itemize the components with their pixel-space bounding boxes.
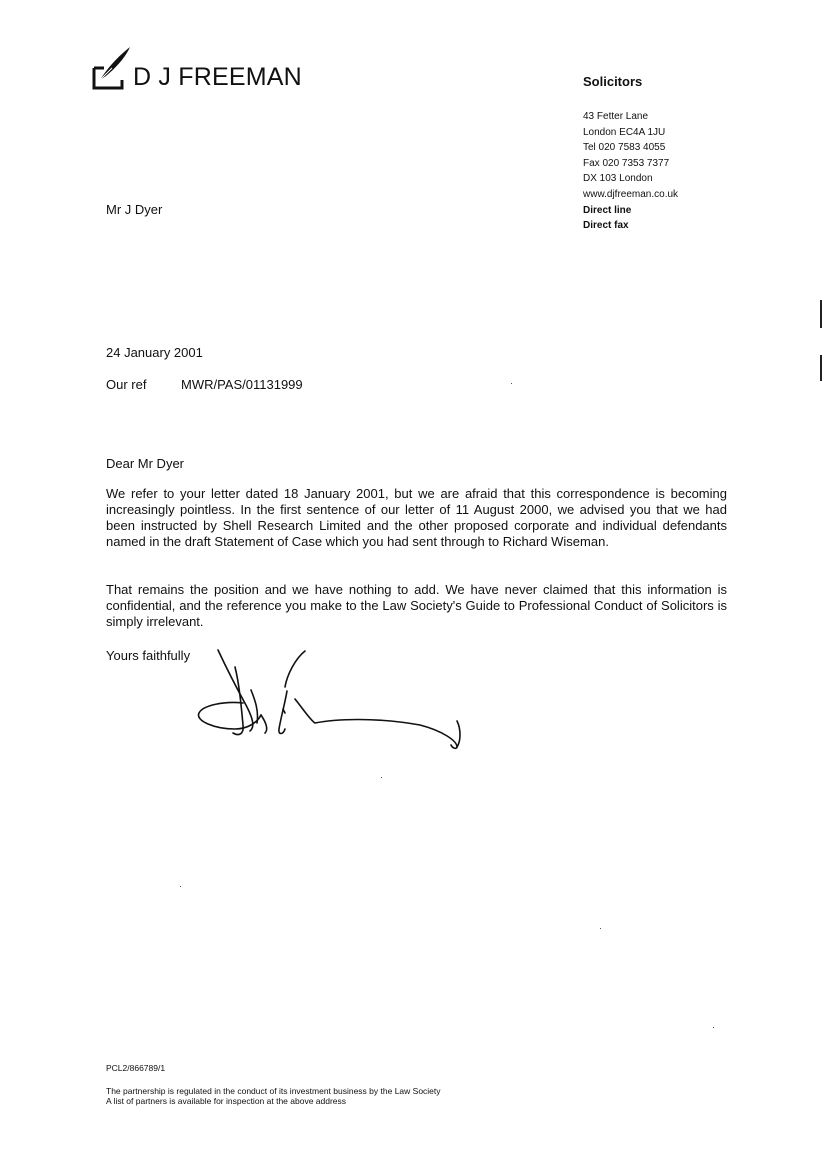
salutation: Dear Mr Dyer bbox=[106, 456, 185, 471]
reference-label: Our ref bbox=[106, 377, 147, 392]
address-line: 43 Fetter Lane bbox=[583, 111, 649, 122]
scan-edge-mark bbox=[820, 300, 822, 328]
scan-speck bbox=[600, 928, 601, 929]
quill-box-icon bbox=[92, 44, 132, 92]
letter-date: 24 January 2001 bbox=[106, 345, 203, 360]
footer-line: The partnership is regulated in the conduct of its investment business by the Law Society bbox=[106, 1086, 441, 1096]
scan-speck bbox=[713, 1027, 714, 1028]
firm-logo bbox=[92, 44, 332, 94]
document-reference: PCL2/866789/1 bbox=[106, 1063, 166, 1073]
closing: Yours faithfully bbox=[106, 648, 191, 663]
firm-address-block bbox=[583, 109, 678, 234]
scan-speck bbox=[381, 777, 382, 778]
direct-line-label: Direct line bbox=[583, 204, 632, 216]
firm-type: Solicitors bbox=[583, 74, 643, 89]
handwritten-signature bbox=[195, 645, 470, 760]
phone-line: Tel 020 7583 4055 bbox=[583, 142, 666, 154]
firm-name: D J FREEMAN bbox=[133, 63, 302, 91]
website-line: www.djfreeman.co.uk bbox=[583, 188, 679, 200]
regulatory-footer bbox=[106, 1086, 441, 1106]
body-paragraph: We refer to your letter dated 18 January 2001, but we are afraid that this correspondence is becoming increasingly pointless. In the first sentence of our letter of 11 August 2000, we advised you that we had been instructed by Shell Research Limited and the other proposed corporate and individual defendants named in the draft Statement of Case which you had sent through to Richard Wiseman. bbox=[106, 486, 727, 549]
addressee: Mr J Dyer bbox=[106, 202, 163, 217]
reference-value: MWR/PAS/01131999 bbox=[181, 377, 303, 392]
scan-speck bbox=[180, 886, 181, 887]
body-paragraph: That remains the position and we have nothing to add. We have never claimed that this information is confidential, and the reference you make to the Law Society's Guide to Professional Conduct of Solicitors is simply irrelevant. bbox=[106, 582, 727, 629]
scan-edge-mark bbox=[820, 355, 822, 381]
direct-fax-label: Direct fax bbox=[583, 220, 629, 232]
fax-line: Fax 020 7353 7377 bbox=[583, 157, 670, 169]
scan-speck bbox=[511, 383, 512, 384]
address-line: London EC4A 1JU bbox=[583, 126, 666, 138]
dx-line: DX 103 London bbox=[583, 173, 653, 185]
footer-line: A list of partners is available for inspection at the above address bbox=[106, 1096, 347, 1106]
